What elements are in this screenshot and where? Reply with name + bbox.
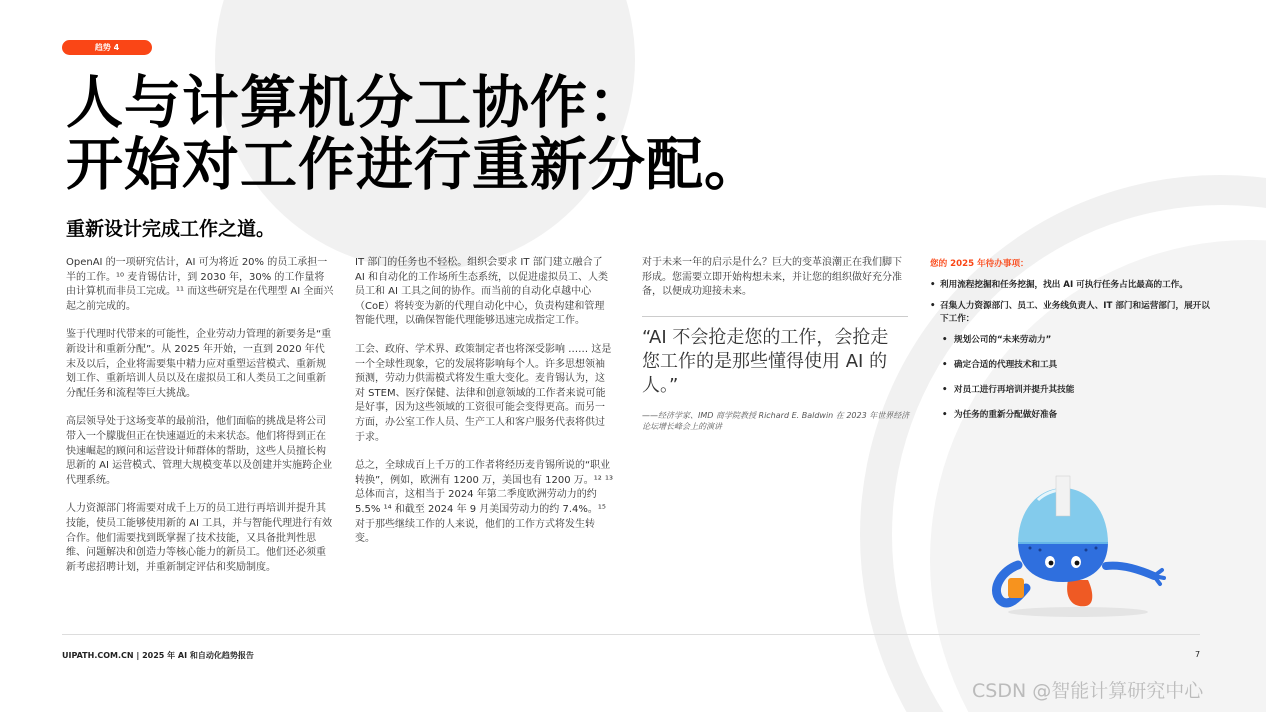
paragraph: 鉴于代理时代带来的可能性，企业劳动力管理的新要务是“重新设计和重新分配”。从 2025 年开始，一直到 2020 年代末及以后，企业将需要集中精力应对重塑运营模式、重新规划工作、重新培训人员以及在虚拟员工和人类员工之间重新分配任务和流程等巨大挑战。	[66, 329, 332, 399]
robot-mascot-illustration	[978, 470, 1178, 620]
todo-subitem: • 规划公司的“未来劳动力”	[930, 334, 1210, 347]
todo-item: • 利用流程挖掘和任务挖掘，找出 AI 可执行任务占比最高的工作。	[930, 279, 1210, 292]
page-number: 7	[1195, 650, 1201, 659]
paragraph: 工会、政府、学术界、政策制定者也将深受影响 …… 这是一个全球性现象，它的发展将影响每个人。许多思想领袖预测，劳动力供需模式将发生重大变化。麦肯锡认为，这对 STEM、医疗保健、法律和创意领域的工作者来说可能是好事，因为这些领域的工资很可能会变得更高。而另一方面，办公室工作人员、生产工人和客户服务代表将供过于求。	[355, 343, 612, 443]
body-column-3	[642, 256, 910, 314]
trend-tag: 趋势 4	[62, 40, 152, 55]
watermark: CSDN @智能计算研究中心	[972, 680, 1204, 702]
todo-subitem: • 对员工进行再培训并提升其技能	[930, 384, 1210, 397]
todo-item: • 召集人力资源部门、员工、业务线负责人、IT 部门和运营部门，展开以下工作：	[930, 300, 1210, 326]
page-title	[66, 72, 762, 196]
footer-divider	[62, 634, 1200, 635]
todo-list	[930, 279, 1210, 422]
title-line-1: 人与计算机分工协作：	[66, 70, 646, 136]
quote-attribution: ——经济学家、IMD 商学院教授 Richard E. Baldwin 在 2023 年世界经济论坛增长峰会上的演讲	[642, 411, 910, 431]
paragraph: 人力资源部门将需要对成千上万的员工进行再培训并提升其技能，使员工能够使用新的 AI 工具，并与智能代理进行有效合作。他们需要找到既掌握了技术技能，又具备批判性思维、问题解决和创造力等核心能力的新员工。他们还必须重新考虑招聘计划，并重新制定评估和奖励制度。	[66, 503, 333, 573]
paragraph: 对于未来一年的启示是什么？巨大的变革浪潮正在我们脚下形成。您需要立即开始构想未来，并让您的组织做好充分准备，以便成功迎接未来。	[642, 257, 902, 298]
page-subtitle: 重新设计完成工作之道。	[66, 218, 276, 240]
body-column-2	[355, 256, 613, 561]
body-column-1	[66, 256, 334, 589]
todo-title: 您的 2025 年待办事项：	[930, 259, 1029, 269]
footer-source: UIPATH.COM.CN | 2025 年 AI 和自动化趋势报告	[62, 651, 254, 660]
paragraph: IT 部门的任务也不轻松。组织会要求 IT 部门建立融合了 AI 和自动化的工作场所生态系统，以促进虚拟员工、人类员工和 AI 工具之间的协作。而当前的自动化卓越中心（CoE）将转变为新的代理自动化中心，负责构建和管理智能代理，以确保智能代理能够迅速完成指定工作。	[355, 257, 608, 327]
quote-divider	[642, 316, 908, 317]
pull-quote: “AI 不会抢走您的工作，会抢走您工作的是那些懂得使用 AI 的人。”	[642, 327, 889, 396]
todo-box	[930, 258, 1210, 434]
todo-subitem: • 为任务的重新分配做好准备	[930, 409, 1210, 422]
paragraph: OpenAI 的一项研究估计，AI 可为将近 20% 的员工承担一半的工作。¹⁰ 麦肯锡估计，到 2030 年，30% 的工作量将由计算机而非员工完成。¹¹ 而这些研究是在代理型 AI 全面兴起之前完成的。	[66, 257, 334, 312]
paragraph: 高层领导处于这场变革的最前沿，他们面临的挑战是将公司带入一个朦胧但正在快速逼近的未来状态。他们将得到正在快速崛起的顾问和运营设计师群体的帮助，这些人员擅长构思新的 AI 运营模式、管理大规模变革以及创建并实施跨企业代理系统。	[66, 416, 333, 486]
paragraph: 总之，全球成百上千万的工作者将经历麦肯锡所说的“职业转换”，例如，欧洲有 1200 万，美国也有 1200 万。¹² ¹³ 总体而言，这相当于 2024 年第二季度欧洲劳动力的约 5.5% ¹⁴ 和截至 2024 年 9 月美国劳动力的约 7.4%。¹⁵ 对于那些继续工作的人来说，他们的工作方式将发生转变。	[355, 460, 614, 545]
todo-subitem: • 确定合适的代理技术和工具	[930, 359, 1210, 372]
title-line-2: 开始对工作进行重新分配。	[66, 132, 762, 198]
